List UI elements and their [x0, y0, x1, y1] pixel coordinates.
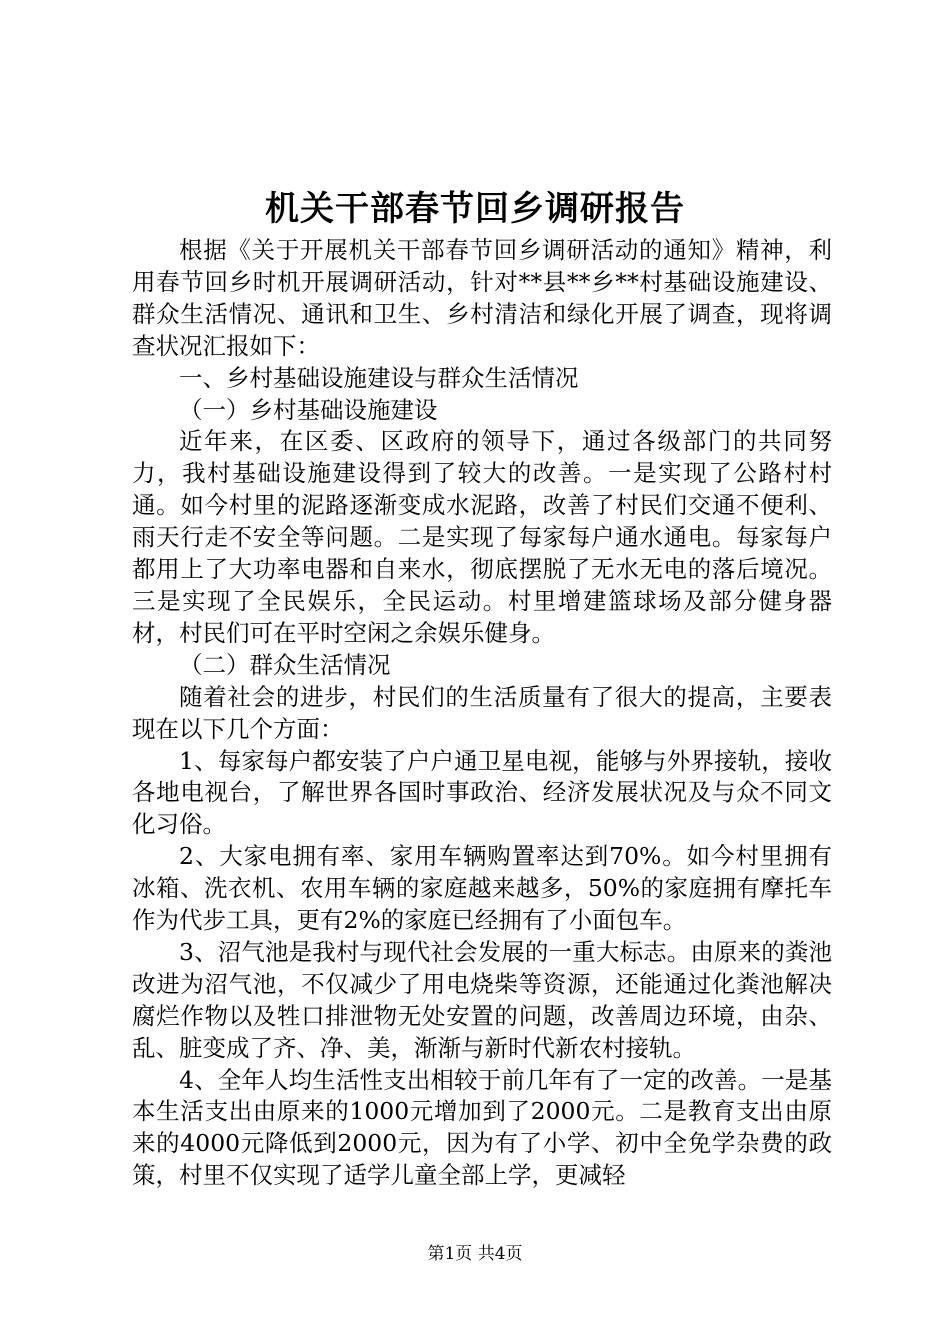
subsection-heading-1: （一）乡村基础设施建设	[179, 395, 438, 424]
paragraph-intro: 根据《关于开展机关干部春节回乡调研活动的通知》精神，利用春节回乡时机开展调研活动，针对**县**乡**村基础设施建设、群众生活情况、通讯和卫生、乡村清洁和绿化开展了调查，现将调查状况汇报如下：	[132, 236, 832, 360]
document-body	[132, 235, 832, 1192]
list-item-4: 4、全年人均生活性支出相较于前几年有了一定的改善。一是基本生活支出由原来的1000元增加到了2000元。二是教育支出由原来的4000元降低到2000元，因为有了小学、初中全免学杂费的政策，村里不仅实现了适学儿童全部上学，更减轻	[132, 1065, 832, 1190]
document-title: 机关干部春节回乡调研报告	[265, 189, 685, 229]
subsection-heading-2: （二）群众生活情况	[179, 650, 391, 679]
list-item-2: 2、大家电拥有率、家用车辆购置率达到70%。如今村里拥有冰箱、洗衣机、农用车辆的家庭越来越多，50%的家庭拥有摩托车作为代步工具，更有2%的家庭已经拥有了小面包车。	[132, 842, 832, 935]
section-heading-1: 一、乡村基础设施建设与群众生活情况	[179, 363, 579, 392]
paragraph-infrastructure: 近年来，在区委、区政府的领导下，通过各级部门的共同努力，我村基础设施建设得到了较大的改善。一是实现了公路村村通。如今村里的泥路逐渐变成水泥路，改善了村民们交通不便利、雨天行走不安全等问题。二是实现了每家每户通水通电。每家每户都用上了大功率电器和自来水，彻底摆脱了无水无电的落后境况。三是实现了全民娱乐，全民运动。村里增建篮球场及部分健身器材，村民们可在平时空闲之余娱乐健身。	[132, 427, 832, 647]
paragraph-living-intro: 随着社会的进步，村民们的生活质量有了很大的提高，主要表现在以下几个方面：	[132, 682, 832, 743]
list-item-1: 1、每家每户都安装了户户通卫星电视，能够与外界接轨，接收各地电视台，了解世界各国时事政治、经济发展状况及与众不同文化习俗。	[132, 746, 832, 839]
page-number-footer: 第1页 共4页	[427, 1244, 523, 1264]
list-item-3: 3、沼气池是我村与现代社会发展的一重大标志。由原来的粪池改进为沼气池，不仅减少了用电烧柴等资源，还能通过化粪池解决腐烂作物以及牲口排泄物无处安置的问题，改善周边环境，由杂、乱、脏变成了齐、净、美，渐渐与新时代新农村接轨。	[132, 937, 832, 1062]
